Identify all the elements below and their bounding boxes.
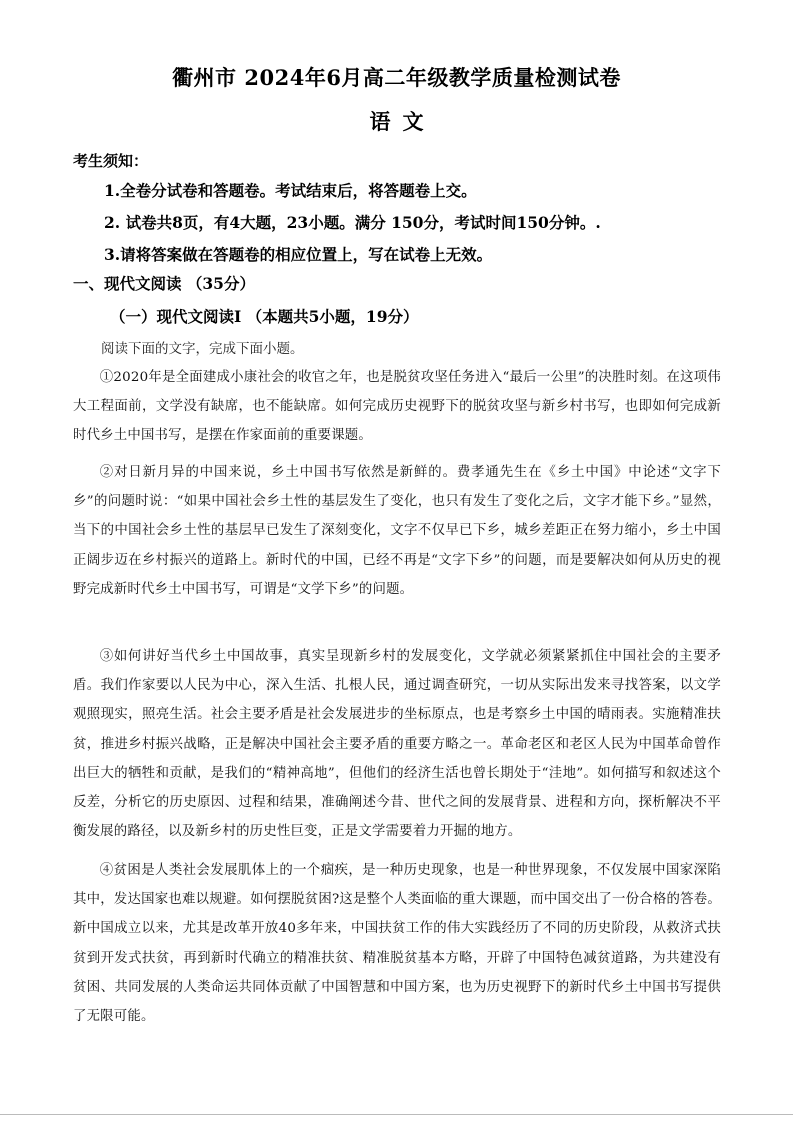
passage-paragraph: ②对日新月异的中国来说，乡土中国书写依然是新鲜的。费孝通先生在《乡土中国》中论述“文字下乡”的问题时说：“如果中国社会乡土性的基层发生了变化，也只有发生了变化之后，文字才能下乡。”显然，当下的中国社会乡土性的基层早已发生了深刻变化，文字不仅早已下乡，城乡差距正在努力缩小，乡土中国正阔步迈在乡村振兴的道路上。新时代的中国，已经不再是“文字下乡”的问题，而是要解决如何从历史的视野完成新时代乡土中国书写，可谓是“文学下乡”的问题。 bbox=[73, 465, 721, 597]
note-item: 3.请将答案做在答题卷的相应位置上，写在试卷上无效。 bbox=[104, 245, 493, 264]
page-bottom-rule bbox=[0, 1114, 793, 1115]
note-item: 2. 试卷共8页，有4大题，23小题。满分 150分，考试时间150分钟。. bbox=[104, 213, 601, 232]
subsection-heading: （一）现代文阅读Ⅰ （本题共5小题，19分） bbox=[110, 307, 419, 326]
passage-paragraph: ③如何讲好当代乡土中国故事，真实呈现新乡村的发展变化，文学就必须紧紧抓住中国社会的主要矛盾。我们作家要以人民为中心，深入生活、扎根人民，通过调查研究，一切从实际出发来寻找答案，以文学观照现实，照亮生活。社会主要矛盾是社会发展进步的坐标原点，也是考察乡土中国的晴雨表。实施精准扶贫，推进乡村振兴战略，正是解决中国社会主要矛盾的重要方略之一。革命老区和老区人民为中国革命曾作出巨大的牺牲和贡献，是我们的“精神高地”，但他们的经济生活也曾长期处于“洼地”。如何描写和叙述这个反差，分析它的历史原因、过程和结果，准确阐述今昔、世代之间的发展背景、进程和方向，探析解决不平衡发展的路径，以及新乡村的历史性巨变，正是文学需要着力开掘的地方。 bbox=[73, 649, 721, 840]
note-item: 1.全卷分试卷和答题卷。考试结束后，将答题卷上交。 bbox=[104, 181, 477, 200]
exam-title: 衢州市 2024年6月高二年级教学质量检测试卷 bbox=[172, 65, 621, 90]
reading-instruction: 阅读下面的文字，完成下面小题。 bbox=[101, 341, 304, 357]
section-heading: 一、现代文阅读 （35分） bbox=[73, 274, 255, 293]
subject-title: 语文 bbox=[369, 109, 436, 134]
notes-heading: 考生须知： bbox=[73, 152, 149, 170]
passage-paragraph: ④贫困是人类社会发展肌体上的一个痼疾，是一种历史现象，也是一种世界现象，不仅发展中国家深陷其中，发达国家也难以规避。如何摆脱贫困?这是整个人类面临的重大课题，而中国交出了一份合格的答卷。新中国成立以来，尤其是改革开放40多年来，中国扶贫工作的伟大实践经历了不同的历史阶段，从救济式扶贫到开发式扶贫，再到新时代确立的精准扶贫、精准脱贫基本方略，开辟了中国特色减贫道路，为共建没有贫困、共同发展的人类命运共同体贡献了中国智慧和中国方案，也为历史视野下的新时代乡土中国书写提供了无限可能。 bbox=[73, 863, 721, 1025]
passage-paragraph: ①2020年是全面建成小康社会的收官之年，也是脱贫攻坚任务进入“最后一公里”的决胜时刻。在这项伟大工程面前，文学没有缺席，也不能缺席。如何完成历史视野下的脱贫攻坚与新乡村书写，也即如何完成新时代乡土中国书写，是摆在作家面前的重要课题。 bbox=[73, 370, 721, 444]
